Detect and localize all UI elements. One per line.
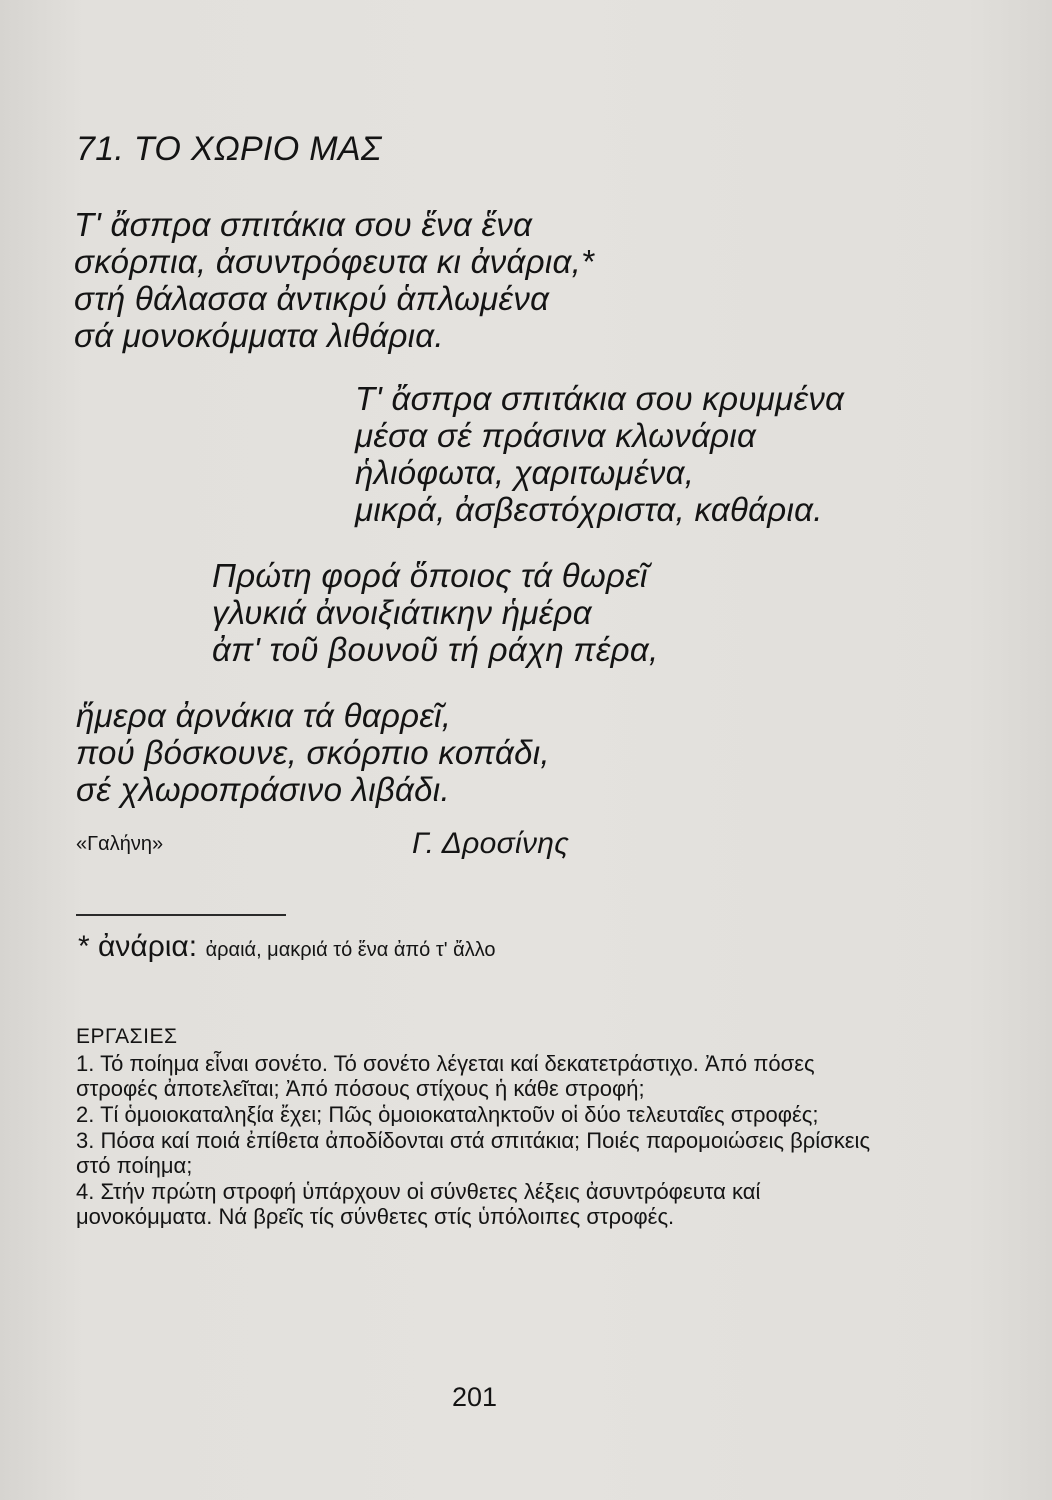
poem-stanza-3: [212, 557, 658, 668]
poem-line: Τ' ἄσπρα σπιτάκια σου ἕνα ἕνα: [74, 206, 533, 243]
poem-title: 71. ΤΟ ΧΩΡΙΟ ΜΑΣ: [76, 130, 382, 168]
exercise-item: 3. Πόσα καί ποιά ἐπίθετα ἀποδίδονται στά σπιτάκια; Ποιές παρομοιώσεις βρίσκεις στό ποίημα;: [76, 1128, 871, 1178]
footnote: [78, 930, 496, 964]
poem-source: «Γαλήνη»: [76, 833, 164, 855]
poem-line: ἥμερα ἀρνάκια τά θαρρεῖ,: [76, 697, 452, 734]
poem-line: Τ' ἄσπρα σπιτάκια σου κρυμμένα: [355, 380, 845, 417]
poem-stanza-4: [76, 697, 550, 808]
exercise-item: 2. Τί ὁμοιοκαταληξία ἔχει; Πῶς ὁμοιοκαταληκτοῦν οἱ δύο τελευταῖες στροφές;: [76, 1102, 819, 1127]
exercises-section: [76, 1023, 896, 1229]
exercises-heading: ΕΡΓΑΣΙΕΣ: [76, 1025, 178, 1048]
poem-line: μέσα σέ πράσινα κλωνάρια: [355, 417, 757, 454]
page-number: 201: [452, 1382, 498, 1412]
poem-author: Γ. Δροσίνης: [412, 827, 570, 860]
poem-line: πού βόσκουνε, σκόρπιο κοπάδι,: [76, 734, 550, 771]
poem-line: σά μονοκόμματα λιθάρια.: [74, 317, 444, 354]
exercise-item: 4. Στήν πρώτη στροφή ὑπάρχουν οἱ σύνθετες λέξεις ἀσυντρόφευτα καί μονοκόμματα. Νά βρεῖς τίς σύνθετες στίς ὑπόλοιπες στροφές.: [76, 1179, 761, 1229]
poem-line: γλυκιά ἀνοιξιάτικην ἡμέρα: [212, 594, 592, 631]
poem-stanza-2: [355, 380, 844, 528]
poem-line: ἡλιόφωτα, χαριτωμένα,: [355, 454, 695, 491]
poem-line: σκόρπια, ἀσυντρόφευτα κι ἀνάρια,*: [74, 243, 595, 280]
poem-line: Πρώτη φορά ὅποιος τά θωρεῖ: [212, 557, 648, 594]
exercise-item: 1. Τό ποίημα εἶναι σονέτο. Τό σονέτο λέγεται καί δεκατετράστιχο. Ἀπό πόσες στροφές ἀποτελεῖται; Ἀπό πόσους στίχους ἡ κάθε στροφή;: [76, 1051, 815, 1101]
footnote-definition: ἀραιά, μακριά τό ἕνα ἀπό τ' ἄλλο: [205, 939, 496, 961]
poem-stanza-1: [74, 206, 594, 354]
poem-line: ἀπ' τοῦ βουνοῦ τή ράχη πέρα,: [212, 631, 659, 668]
poem-line: στή θάλασσα ἀντικρύ ἁπλωμένα: [74, 280, 550, 317]
footnote-term: * ἀνάρια:: [78, 930, 198, 963]
poem-line: σέ χλωροπράσινο λιβάδι.: [76, 771, 450, 808]
footnote-divider: [76, 914, 286, 916]
poem-line: μικρά, ἀσβεστόχριστα, καθάρια.: [355, 491, 823, 528]
